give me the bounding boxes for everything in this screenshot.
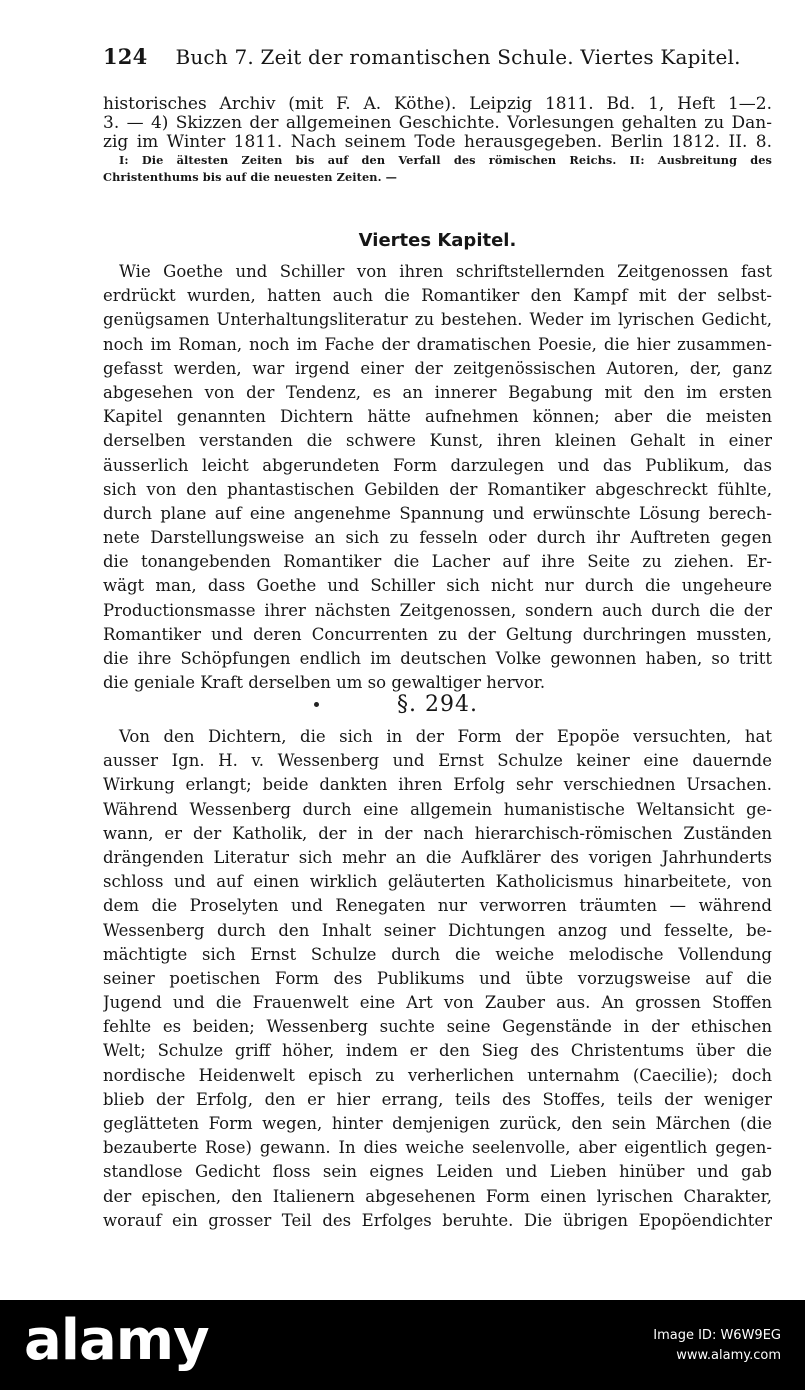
text-line: Von den Dichtern, die sich in der Form der Epopöe versuchten, hat xyxy=(119,727,772,746)
section-heading: §. 294. xyxy=(397,692,478,717)
running-header xyxy=(103,44,772,72)
text-line: bezauberte Rose) gewann. In dies weiche seelenvolle, aber eigentlich gegen- xyxy=(103,1138,772,1158)
text-line: noch im Roman, noch im Fache der dramatischen Poesie, die hier zusammen- xyxy=(103,334,772,354)
footnote-block xyxy=(103,95,772,186)
watermark-info xyxy=(653,1326,781,1366)
footnote-line: 3. — 4) Skizzen der allgemeinen Geschichte. Vorlesungen gehalten zu Dan- xyxy=(103,113,772,133)
text-line: Jugend und die Frauenwelt eine Art von Zauber aus. An grossen Stoffen xyxy=(103,993,772,1013)
text-line: ausser Ign. H. v. Wessenberg und Ernst Schulze keiner eine dauernde xyxy=(103,751,772,771)
text-line: nordische Heidenwelt episch zu verherlichen unternahm (Caecilie); doch xyxy=(103,1065,772,1085)
text-line: der epischen, den Italienern abgesehenen Form einen lyrischen Charakter, xyxy=(103,1186,772,1206)
chapter-heading: Viertes Kapitel. xyxy=(358,230,517,251)
text-line: Wessenberg durch den Inhalt seiner Dichtungen anzog und fesselte, be- xyxy=(103,920,772,940)
text-line: die ihre Schöpfungen endlich im deutschen Volke gewonnen haben, so tritt xyxy=(103,649,772,668)
text-line: drängenden Literatur sich mehr an die Aufklärer des vorigen Jahrhunderts xyxy=(103,847,772,867)
text-line: mächtigte sich Ernst Schulze durch die weiche melodische Vollendung xyxy=(103,944,772,964)
text-line: Während Wessenberg durch eine allgemein humanistische Weltansicht ge- xyxy=(103,799,772,819)
running-head-title: Buch 7. Zeit der romantischen Schule. Viertes Kapitel. xyxy=(175,45,741,69)
text-line: genügsamen Unterhaltungsliteratur zu bestehen. Weder im lyrischen Gedicht, xyxy=(103,310,772,330)
text-line: Welt; Schulze griff höher, indem er den Sieg des Christentums über die xyxy=(103,1041,772,1061)
text-line: wägt man, dass Goethe und Schiller sich nicht nur durch die ungeheure xyxy=(103,576,772,596)
text-line: fehlte es beiden; Wessenberg suchte seine Gegenstände in der ethischen xyxy=(103,1017,772,1037)
text-line: wann, er der Katholik, der in der nach hierarchisch-römischen Zuständen xyxy=(103,823,772,843)
text-line: standlose Gedicht floss sein eignes Leiden und Lieben hinüber und gab xyxy=(103,1162,772,1182)
text-line: nete Darstellungsweise an sich zu fesseln oder durch ihr Auftreten gegen xyxy=(103,528,772,548)
text-line: Wie Goethe und Schiller von ihren schriftstellernden Zeitgenossen fast xyxy=(119,262,772,281)
stock-watermark-bar xyxy=(0,1300,805,1390)
text-line: geglätteten Form wegen, hinter demjenigen zurück, den sein Märchen (die xyxy=(103,1114,772,1133)
text-line: die geniale Kraft derselben um so gewaltiger hervor. xyxy=(103,673,546,693)
text-line: schloss und auf einen wirklich geläuterten Katholicismus hinarbeitete, von xyxy=(103,872,772,892)
text-line: durch plane auf eine angenehme Spannung und erwünschte Lösung berech- xyxy=(103,503,772,523)
footnote-small-line: Christenthums bis auf die neuesten Zeiten. — xyxy=(103,170,398,184)
text-line: Romantiker und deren Concurrenten zu der Geltung durchringen mussten, xyxy=(103,624,772,644)
text-line: abgesehen von der Tendenz, es an innerer Begabung mit den im ersten xyxy=(103,382,772,402)
text-line: die tonangebenden Romantiker die Lacher auf ihre Seite zu ziehen. Er- xyxy=(103,552,772,572)
text-line: Kapitel genannten Dichtern hätte aufnehmen können; aber die meisten xyxy=(103,407,772,427)
alamy-logo: alamy xyxy=(24,1308,209,1373)
paragraph-section-294 xyxy=(103,725,772,1233)
text-line: worauf ein grosser Teil des Erfolges beruhte. Die übrigen Epopöendichter xyxy=(103,1210,772,1230)
page-number: 124 xyxy=(103,44,148,69)
text-line: Wirkung erlangt; beide dankten ihren Erfolg sehr verschiednen Ursachen. xyxy=(103,775,772,795)
text-line: gefasst werden, war irgend einer der zeitgenössischen Autoren, der, ganz xyxy=(103,358,772,378)
text-line: blieb der Erfolg, den er hier errang, teils des Stoffes, teils der weniger xyxy=(103,1089,772,1109)
text-line: äusserlich leicht abgerundeten Form darzulegen und das Publikum, das xyxy=(103,455,772,475)
footnote-line: historisches Archiv (mit F. A. Köthe). Leipzig 1811. Bd. 1, Heft 1—2. xyxy=(103,94,772,114)
text-line: dem die Proselyten und Renegaten nur verworren träumten — während xyxy=(103,896,772,916)
text-line: derselben verstanden die schwere Kunst, ihren kleinen Gehalt in einer xyxy=(103,431,772,451)
watermark-url: www.alamy.com xyxy=(676,1348,781,1363)
footnote-small-line: I: Die ältesten Zeiten bis auf den Verfall des römischen Reichs. II: Ausbreitung des xyxy=(119,153,772,167)
text-line: seiner poetischen Form des Publikums und übte vorzugsweise auf die xyxy=(103,968,772,988)
image-id-label: Image ID: W6W9EG xyxy=(653,1328,781,1343)
text-line: sich von den phantastischen Gebilden der Romantiker abgeschreckt fühlte, xyxy=(103,479,772,499)
text-line: erdrückt wurden, hatten auch die Romantiker den Kampf mit der selbst- xyxy=(103,286,772,306)
paragraph-intro xyxy=(103,260,772,695)
text-line: Productionsmasse ihrer nächsten Zeitgenossen, sondern auch durch die der xyxy=(103,600,772,620)
footnote-line: zig im Winter 1811. Nach seinem Tode herausgegeben. Berlin 1812. II. 8. xyxy=(103,132,772,152)
